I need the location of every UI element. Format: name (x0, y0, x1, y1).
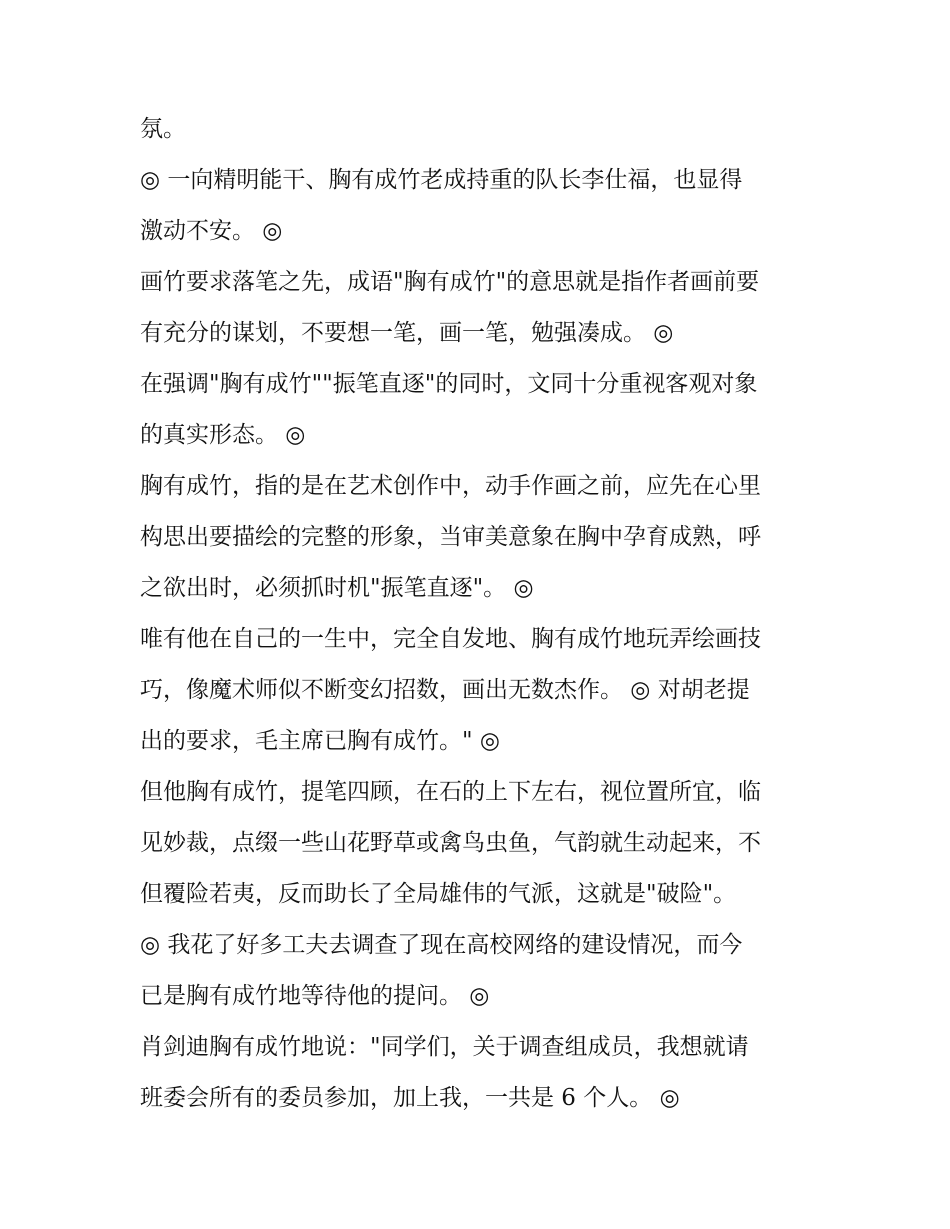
text-line: 胸有成竹，指的是在艺术创作中，动手作画之前，应先在心里 (140, 473, 761, 499)
text-line: ◎ 一向精明能干、胸有成竹老成持重的队长李仕福，也显得 (140, 167, 743, 193)
text-line: 之欲出时，必须抓时机"振笔直逐"。 ◎ (140, 575, 534, 601)
text-line: 的真实形态。 ◎ (140, 422, 306, 448)
text-line: 在强调"胸有成竹""振笔直逐"的同时，文同十分重视客观对象 (140, 371, 758, 397)
text-line: 肖剑迪胸有成竹地说："同学们，关于调查组成员，我想就请 (140, 1034, 749, 1060)
text-line: 出的要求，毛主席已胸有成竹。" ◎ (140, 728, 500, 754)
text-line: 巧，像魔术师似不断变幻招数，画出无数杰作。 ◎ 对胡老提 (140, 677, 750, 703)
text-line: 激动不安。 ◎ (140, 218, 283, 244)
document-body (140, 104, 820, 1124)
text-line: 班委会所有的委员参加，加上我，一共是 6 个人。 ◎ (140, 1085, 680, 1111)
text-line: 见妙裁，点缀一些山花野草或禽鸟虫鱼，气韵就生动起来，不 (140, 830, 761, 856)
text-line: 但覆险若夷，反而助长了全局雄伟的气派，这就是"破险"。 (140, 881, 737, 907)
text-line: 但他胸有成竹，提笔四顾，在石的上下左右，视位置所宜，临 (140, 779, 761, 805)
text-line: 已是胸有成竹地等待他的提问。 ◎ (140, 983, 490, 1009)
text-line: ◎ 我花了好多工夫去调查了现在高校网络的建设情况，而今 (140, 932, 743, 958)
text-line: 构思出要描绘的完整的形象，当审美意象在胸中孕育成熟，呼 (140, 524, 761, 550)
text-line: 有充分的谋划，不要想一笔，画一笔，勉强凑成。 ◎ (140, 320, 674, 346)
text-line: 氛。 (140, 116, 186, 142)
text-line: 唯有他在自己的一生中，完全自发地、胸有成竹地玩弄绘画技 (140, 626, 761, 652)
text-line: 画竹要求落笔之先，成语"胸有成竹"的意思就是指作者画前要 (140, 269, 760, 295)
